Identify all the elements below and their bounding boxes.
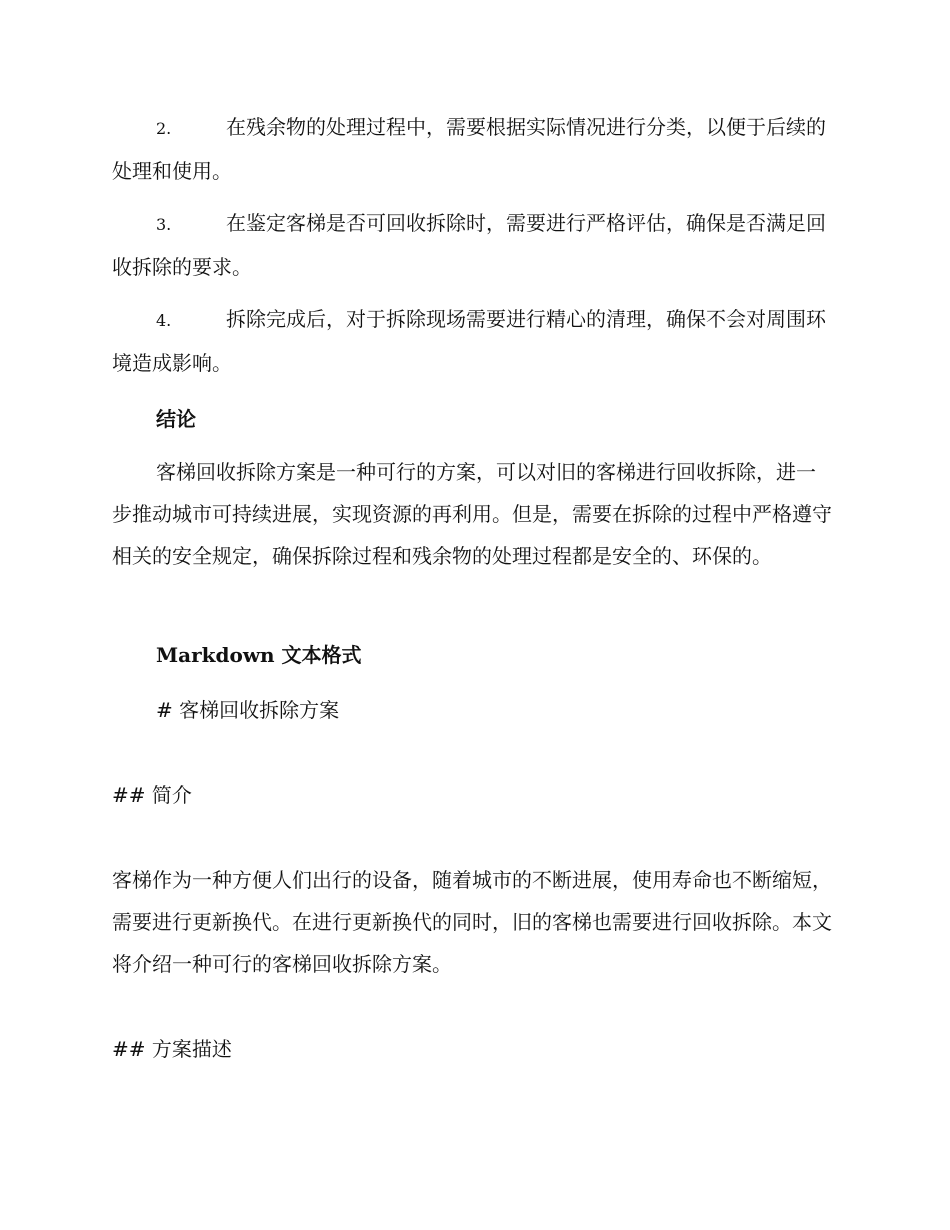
markdown-h2-intro: ## 简介 <box>112 783 192 807</box>
conclusion-heading: 结论 <box>156 407 196 431</box>
list-item-3 <box>112 202 832 288</box>
markdown-h1-line: # 客梯回收拆除方案 <box>156 698 340 722</box>
list-number: 3. <box>156 215 172 234</box>
markdown-h2-plan: ## 方案描述 <box>112 1037 232 1061</box>
conclusion-paragraph: 客梯回收拆除方案是一种可行的方案，可以对旧的客梯进行回收拆除，进一步推动城市可持续进展，实现资源的再利用。但是，需要在拆除的过程中严格遵守相关的安全规定，确保拆除过程和残余物的处理过程都是安全的、环保的。 <box>112 460 832 568</box>
list-number: 2. <box>156 119 172 138</box>
markdown-intro-paragraph: 客梯作为一种方便人们出行的设备，随着城市的不断进展，使用寿命也不断缩短，需要进行更新换代。在进行更新换代的同时，旧的客梯也需要进行回收拆除。本文将介绍一种可行的客梯回收拆除方案。 <box>112 868 832 976</box>
list-item-4 <box>112 298 832 384</box>
markdown-heading: Markdown 文本格式 <box>156 643 362 667</box>
list-text: 在残余物的处理过程中，需要根据实际情况进行分类，以便于后续的处理和使用。 <box>112 115 826 183</box>
list-number: 4. <box>156 311 172 330</box>
list-item-2 <box>112 106 832 192</box>
list-text: 在鉴定客梯是否可回收拆除时，需要进行严格评估，确保是否满足回收拆除的要求。 <box>112 211 826 279</box>
list-text: 拆除完成后，对于拆除现场需要进行精心的清理，确保不会对周围环境造成影响。 <box>112 307 826 375</box>
